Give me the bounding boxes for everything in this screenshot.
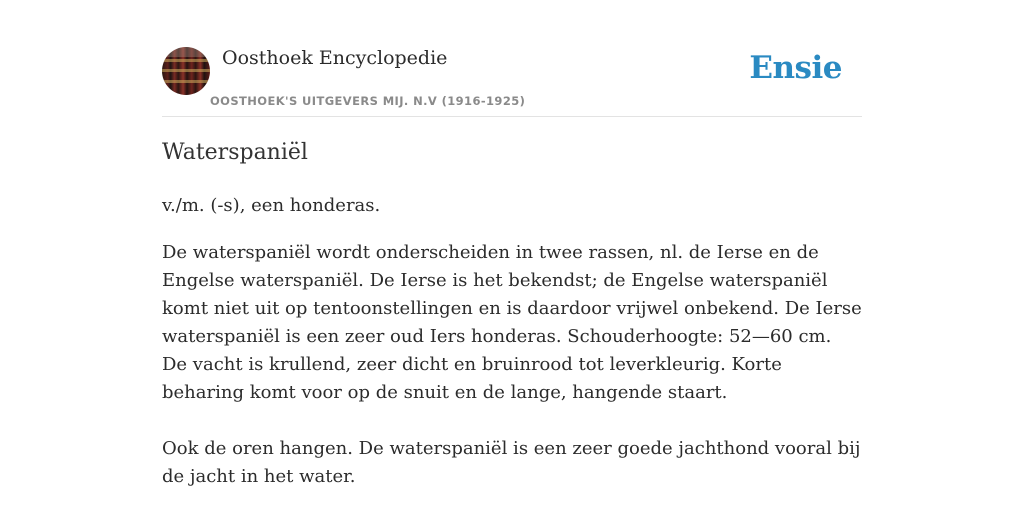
article-paragraph: De waterspaniël wordt onderscheiden in twee rassen, nl. de Ierse en de Engelse waterspaniël. De Ierse is het bekendst; de Engelse waterspaniël komt niet uit op tentoonstellingen en is daardoor vrijwel onbekend. De Ierse waterspaniël is een zeer oud Iers honderas. Schouderhoogte: 52—60 cm. De vacht is krullend, zeer dicht en bruinrood tot leverkleurig. Korte beharing komt voor op de snuit en de lange, hangende staart. [162, 242, 862, 403]
ensie-logo[interactable]: Ensie [749, 50, 842, 86]
avatar-band [162, 59, 210, 62]
avatar-shade [162, 47, 210, 57]
publisher-label: OOSTHOEK'S UITGEVERS MIJ. N.V (1916-1925) [210, 94, 526, 108]
site-title-link[interactable]: Oosthoek Encyclopedie [222, 47, 448, 69]
avatar-band [162, 69, 210, 72]
article-paragraph: Ook de oren hangen. De waterspaniël is een zeer goede jachthond vooral bij de jacht in het water. [162, 438, 861, 487]
article-title: Waterspaniël [162, 140, 308, 165]
encyclopedia-books-avatar[interactable] [162, 47, 210, 95]
page-container [162, 0, 862, 487]
avatar-band [162, 80, 210, 83]
site-header [162, 0, 862, 117]
article-lead: v./m. (-s), een honderas. [162, 195, 381, 216]
article-body [162, 239, 862, 491]
